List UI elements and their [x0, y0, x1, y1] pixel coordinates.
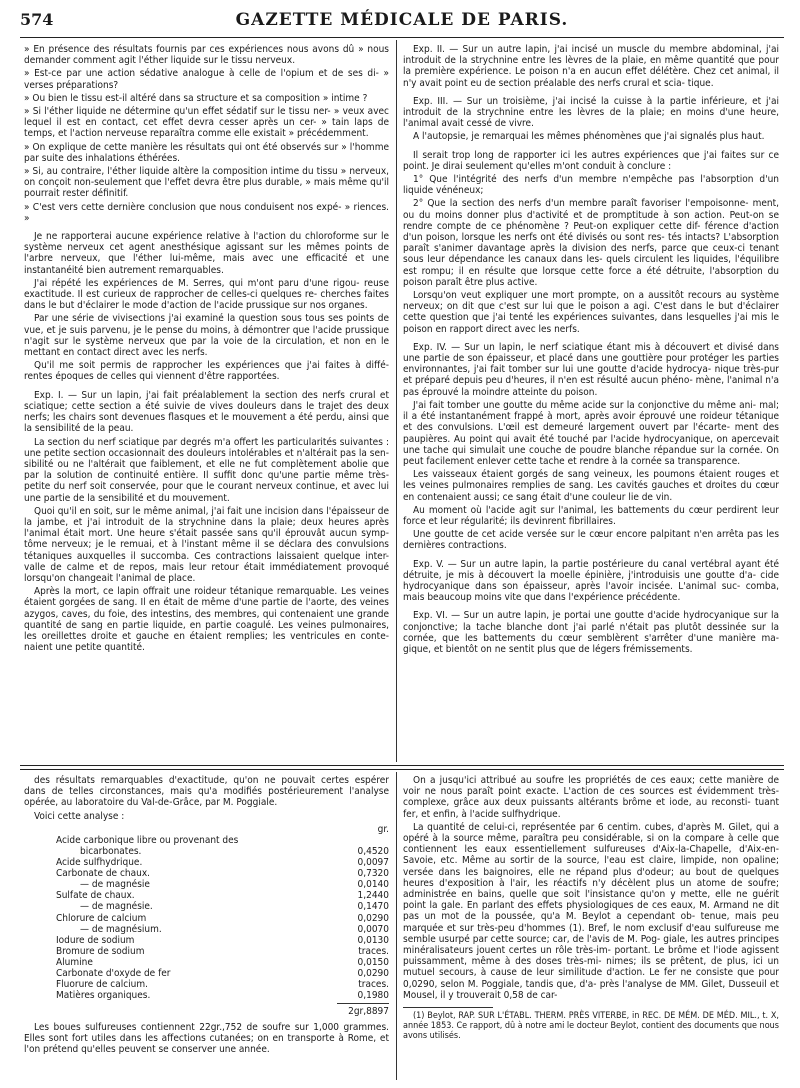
substance-value: 0,0150 [357, 956, 389, 968]
table-row [24, 913, 389, 924]
substance-value [343, 835, 389, 846]
table-row [24, 857, 389, 868]
table-row [24, 990, 389, 1001]
substance-value: 0,0140 [357, 879, 389, 891]
substance-value: traces. [358, 945, 389, 957]
table-row [24, 946, 389, 957]
paragraph: Au moment où l'acide agit sur l'animal, les battements du cœur perdirent leur force et leur régularité; ils devinrent fibrillaires. [403, 504, 779, 527]
paragraph: Quoi qu'il en soit, sur le même animal, j'ai fait une incision dans l'épaisseur de la jambe, et j'ai introduit de la strychnine dans la plaie; deux heures après l'animal était mort. Une heure s'était passée sans qu'il éprouvât aucun symp- tôme nerveux; je le remuai, et à l'instant même il se déclara des convulsions tétaniques auxquelles il succomba. Ces contractions laissaient quelque inter- valle de calme et de repos, mais leur retour était immédiatement provoqué lorsqu'on changeait l'animal de place. [24, 505, 389, 584]
substance-name: — de magnésie. [80, 901, 153, 913]
section-rule [20, 765, 784, 766]
paragraph: Une goutte de cet acide versée sur le cœur encore palpitant n'en arrêta pas les dernières contractions. [403, 529, 779, 552]
table-row [24, 979, 389, 990]
journal-title: GAZETTE MÉDICALE DE PARIS. [235, 10, 569, 30]
paragraph: Qu'il me soit permis de rapprocher les expériences que j'ai faites à diffé- rentes époques de celles qui viennent d'être rapportées. [24, 360, 389, 383]
footnote: (1) Beylot, RAP. SUR L'ÉTABL. THERM. PRÈS VITERBE, in REC. DE MÉM. DE MÉD. MIL., t. X, année 1853. Ce rapport, dû à notre ami le docteur Beylot, contient des documents que nous avons utilisés. [403, 1011, 779, 1042]
substance-name: bicarbonates. [80, 846, 142, 857]
paragraph: A l'autopsie, je remarquai les mêmes phénomènes que j'ai signalés plus haut. [413, 131, 765, 143]
table-row [24, 879, 389, 890]
unit-header: gr. [377, 823, 389, 835]
page-number: 574 [20, 10, 54, 29]
page-header [20, 10, 784, 34]
paragraph: Lorsqu'on veut expliquer une mort prompte, on a aussitôt recours au système nerveux; on dit que c'est sur lui que le poison a agi. C'est dans le but d'éclairer cette question que j'ai tenté les expériences suivantes, dans lesquelles j'ai mis le poison en rapport direct avec les nerfs. [403, 290, 779, 335]
paragraph: » Si l'éther liquide ne détermine qu'un effet sédatif sur le tissu ner- » veux avec lequel il est en contact, cet effet devra cesser après un cer- » tain laps de temps, et l'action nerveuse reparaîtra comme elle existait » précédemment. [24, 106, 389, 140]
paragraph: des résultats remarquables d'exactitude, qu'on ne pouvait certes espérer dans de telles circonstances, mais qu'a modifiés postérieurement l'analyse opérée, au laboratoire du Val-de-Grâce, par M. Poggiale. [24, 775, 389, 809]
table-row [24, 901, 389, 912]
paragraph: » En présence des résultats fournis par ces expériences nous avons dû » nous demander comment agit l'éther liquide sur le tissu nerveux. [24, 44, 389, 67]
substance-value: 0,1470 [357, 901, 389, 913]
header-rule [20, 37, 784, 38]
paragraph: Je ne rapporterai aucune expérience relative à l'action du chloroforme sur le système nerveux cet agent anesthésique agissant sur les mêmes points de l'arbre nerveux, que l'éther lui-même, mais avec une efficacité et une instantanéité bien autrement remarquables. [24, 231, 389, 276]
substance-name: Matières organiques. [56, 990, 151, 1002]
paragraph: Exp. V. — Sur un autre lapin, la partie postérieure du canal vertébral ayant été détruite, je mis à découvert la moelle épinière, j'introduisis une goutte d'a- cide hydrocyanique dans son épaisseur, après l'avoir incisée. L'animal suc- comba, mais beaucoup moins vite que dans l'expérience précédente. [403, 558, 779, 604]
table-row [24, 968, 389, 979]
substance-name: — de magnésium. [80, 923, 162, 935]
paragraph: Exp. I. — Sur un lapin, j'ai fait préalablement la section des nerfs crural et sciatique; cette section a été suivie de vives douleurs dans le trajet des deux nerfs; les chairs sont devenues flasques et le mouvement a été perdu, ainsi que la sensibilité de la peau. [24, 389, 389, 435]
substance-name: Acide sulfhydrique. [56, 857, 143, 869]
paragraph: Voici cette analyse : [34, 810, 125, 822]
paragraph: Exp. II. — Sur un autre lapin, j'ai incisé un muscle du membre abdominal, j'ai introduit de la strychnine entre les lèvres de la plaie, en même quantité que pour la première expérience. Le poison n'a en aucun effet délétère. Chez cet animal, il n'y avait point eu de section préalable des nerfs crural et scia- tique. [403, 44, 779, 89]
paragraph: La quantité de celui-ci, représentée par 6 centim. cubes, d'après M. Gilet, qui a opéré à la source même, paraîtra peu considérable, si on la compare à celle que contiennent les eaux essentiellement sulfureuses d'Aix-la-Chapelle, d'Aix-en-Savoie, etc. Même au sortir de la source, l'eau est claire, limpide, non opaline; versée dans les baignoires, elle ne répand plus d'odeur; au bout de quelques heures d'exposition à l'air, les réactifs n'y décèlent plus un atome de soufre; administrée en bains, quelle que soit l'insistance qu'on y mette, elle ne guérit point la gale. En parlant des effets physiologiques de ces eaux, M. Armand ne dit pas un mot de la poussée, qu'a M. Beylot a cependant ob- tenue, mais peu marquée et sur très-peu d'hommes (1). Bref, le nom exclusif d'eau sulfureuse me semble usurpé par cette source; car, de l'avis de M. Pog- giale, les autres principes minéralisateurs jouent certes un rôle très-im- portant. Le brôme et l'iode agissent puissamment, même à des doses très-mi- nimes; ils se prêtent, de plus, ici un mutuel secours, à cause de leur similitude d'action. Le fer ne consiste que pour 0,0290, selon M. Poggiale, tandis que, d'a- près l'analyse de MM. Gilet, Dusseuil et Mousel, il y trouverait 0,58 de car- [403, 821, 779, 1001]
substance-name: Chlorure de calcium [56, 912, 147, 924]
footnote-rule [403, 1007, 493, 1008]
paragraph: Par une série de vivisections j'ai examiné la question sous tous ses points de vue, et je suis parvenu, je le pense du moins, à démontrer que l'acide prussique n'agit sur le système nerveux que par la voie de la circulation, et non en le mettant en contact direct avec les nerfs. [24, 313, 389, 359]
column-divider [396, 40, 397, 762]
paragraph: J'ai fait tomber une goutte du même acide sur la conjonctive du même ani- mal; il a été instantanément frappé à mort, après avoir éprouvé une roideur tétanique et des convulsions. L'œil est demeuré largement ouvert par l'écarte- ment des paupières. Au point qui avait été touché par l'acide hydrocyanique, on apercevait une tache qui simulait une couche de poudre blanche répandue sur la cornée. On peut facilement enlever cette tache et rendre à la cornée sa transparence. [403, 399, 779, 467]
upper-right-column [403, 44, 779, 759]
paragraph: Exp. III. — Sur un troisième, j'ai incisé la cuisse à la partie inférieure, et j'ai introduit de la strychnine entre les lèvres de la plaie; en moins d'une heure, l'animal avait cessé de vivre. [403, 95, 779, 130]
table-row [24, 924, 389, 935]
paragraph: » C'est vers cette dernière conclusion que nous conduisent nos expé- » riences. » [24, 201, 389, 224]
substance-name: Alumine [56, 956, 93, 968]
substance-value: 0,0290 [357, 968, 389, 980]
paragraph: Exp. IV. — Sur un lapin, le nerf sciatique étant mis à découvert et divisé dans une partie de son épaisseur, et placé dans une gouttière pour protéger les parties environnantes, j'ai fait tomber sur lui une goutte d'acide hydrocya- nique très-pur et préparé depuis peu d'heures, il n'en est résulté aucun phéno- mène, l'animal n'a pas éprouvé la moindre atteinte du poison. [403, 341, 779, 398]
substance-value: 0,0130 [357, 934, 389, 946]
substance-value: 0,0097 [357, 857, 389, 869]
lower-left-column [24, 775, 389, 1080]
paragraph: Les vaisseaux étaient gorgés de sang veineux, les poumons étaient rouges et les veines pulmonaires remplies de sang. Les cavités gauches et droites du cœur en contenaient aussi; ce sang était d'une couleur lie de vin. [403, 469, 779, 503]
paragraph: Exp. VI. — Sur un autre lapin, je portai une goutte d'acide hydrocyanique sur la conjonctive; la tache blanche dont j'ai parlé n'était pas plutôt dessinée sur la cornée, que les battements du cœur semblèrent s'arrêter d'une manière ma- gique, et bientôt on ne sentit plus que de légers frémissements. [403, 610, 779, 655]
substance-name: Carbonate d'oxyde de fer [56, 968, 171, 980]
sum-rule [337, 1003, 389, 1004]
paragraph: J'ai répété les expériences de M. Serres, qui m'ont paru d'une rigou- reuse exactitude. Il est curieux de rapprocher de celles-ci quelques re- cherches faites dans le but d'éclairer le mode d'action de l'acide prussique sur nos organes. [24, 277, 389, 312]
paragraph: On a jusqu'ici attribué au soufre les propriétés de ces eaux; cette manière de voir ne nous paraît point exacte. L'action de ces sources est évidemment très-complexe, grâce aux deux puissants altérants brôme et iode, au reconsti- tuant fer, et enfin, à l'acide sulfhydrique. [403, 775, 779, 820]
paragraph: » Est-ce par une action sédative analogue à celle de l'opium et de ses di- » verses préparations? [24, 68, 389, 91]
substance-value: 0,0070 [357, 923, 389, 935]
upper-left-column [24, 44, 389, 759]
table-row [24, 935, 389, 946]
substance-name: Iodure de sodium [56, 934, 135, 946]
substance-value: 0,7320 [357, 868, 389, 880]
substance-value: 0,4520 [357, 846, 389, 857]
paragraph: Il serait trop long de rapporter ici les autres expériences que j'ai faites sur ce point. Je dirai seulement qu'elles m'ont conduit à conclure : [403, 149, 779, 172]
table-row [24, 846, 389, 857]
substance-name: Sulfate de chaux. [56, 890, 135, 902]
paragraph: Après la mort, ce lapin offrait une roideur tétanique remarquable. Les veines étaient gorgées de sang. Il en était de même d'une partie de l'aorte, des veines azygos, caves, du foie, des intestins, des membres, qui contenaient une grande quantité de sang en partie liquide, en partie coagulé. Les veines pulmonaires, les oreillettes droite et gauche en étaient remplies; les ventricules en conte- naient une petite quantité. [24, 586, 389, 654]
lower-right-column [403, 775, 779, 1080]
paragraph: » On explique de cette manière les résultats qui ont été observés sur » l'homme par suite des inhalations éthérées. [24, 141, 389, 164]
paragraph: 2° Que la section des nerfs d'un membre paraît favoriser l'empoisonne- ment, ou du moins donner plus d'activité et de promptitude à son action. Peut-on se rendre compte de ce phénomène ? Peut-on expliquer cette dif- férence d'action d'un poison, lorsque les nerfs ont été divisés ou sont res- tés intacts? L'absorption paraît s'animer davantage après la division des nerfs, parce que ceux-ci tenant sous leur dépendance les canaux dans les- quels circulent les liquides, l'équilibre est rompu; il en résulte que lorsque cette force a été détruite, l'absorption du poison paraît être plus active. [403, 198, 779, 288]
paragraph: 1° Que l'intégrité des nerfs d'un membre n'empêche pas l'absorption d'un liquide vénéneux; [403, 174, 779, 197]
substance-value: traces. [358, 979, 389, 991]
substance-name: — de magnésie [80, 879, 150, 891]
paragraph: » Ou bien le tissu est-il altéré dans sa structure et sa composition » intime ? [24, 92, 368, 104]
table-row [24, 835, 389, 846]
paragraph: La section du nerf sciatique par degrés m'a offert les particularités suivantes : une petite section occasionnait des douleurs intolérables et n'altérait pas la sen- sibilité ou ne l'altérait que faiblement, et elle ne fut complètement abolie que par la solution de continuité entière. Il suffit donc qu'une partie même très-petite du nerf soit conservée, pour que le courant nerveux continue, et avec lui une partie de la sensibilité et du mouvement. [24, 436, 389, 504]
paragraph: Les boues sulfureuses contiennent 22gr.,752 de soufre sur 1,000 grammes. Elles sont fort utiles dans les affections cutanées; on en transporte à Rome, et l'on prétend qu'elles peuvent se conserver une année. [24, 1021, 389, 1055]
table-row [24, 868, 389, 879]
table-row [24, 957, 389, 968]
substance-name: Carbonate de chaux. [56, 868, 150, 880]
analysis-total: 2gr,8897 [348, 1006, 389, 1018]
substance-value: 0,0290 [357, 912, 389, 924]
column-divider-lower [396, 772, 397, 1080]
table-row [24, 890, 389, 901]
substance-value: 1,2440 [357, 890, 389, 902]
paragraph: » Si, au contraire, l'éther liquide altère la composition intime du tissu » nerveux, on conçoit non-seulement que l'effet devra être plus durable, » mais même qu'il pourrait rester définitif. [24, 166, 389, 200]
table-header-row [24, 824, 389, 835]
substance-name: Bromure de sodium [56, 945, 145, 957]
analysis-table [24, 824, 389, 1002]
substance-name: Acide carbonique libre ou provenant des [56, 834, 239, 846]
section-rule-thin [20, 769, 784, 770]
substance-value: 0,1980 [357, 990, 389, 1002]
table-cell [24, 824, 343, 835]
substance-name: Fluorure de calcium. [56, 979, 148, 991]
